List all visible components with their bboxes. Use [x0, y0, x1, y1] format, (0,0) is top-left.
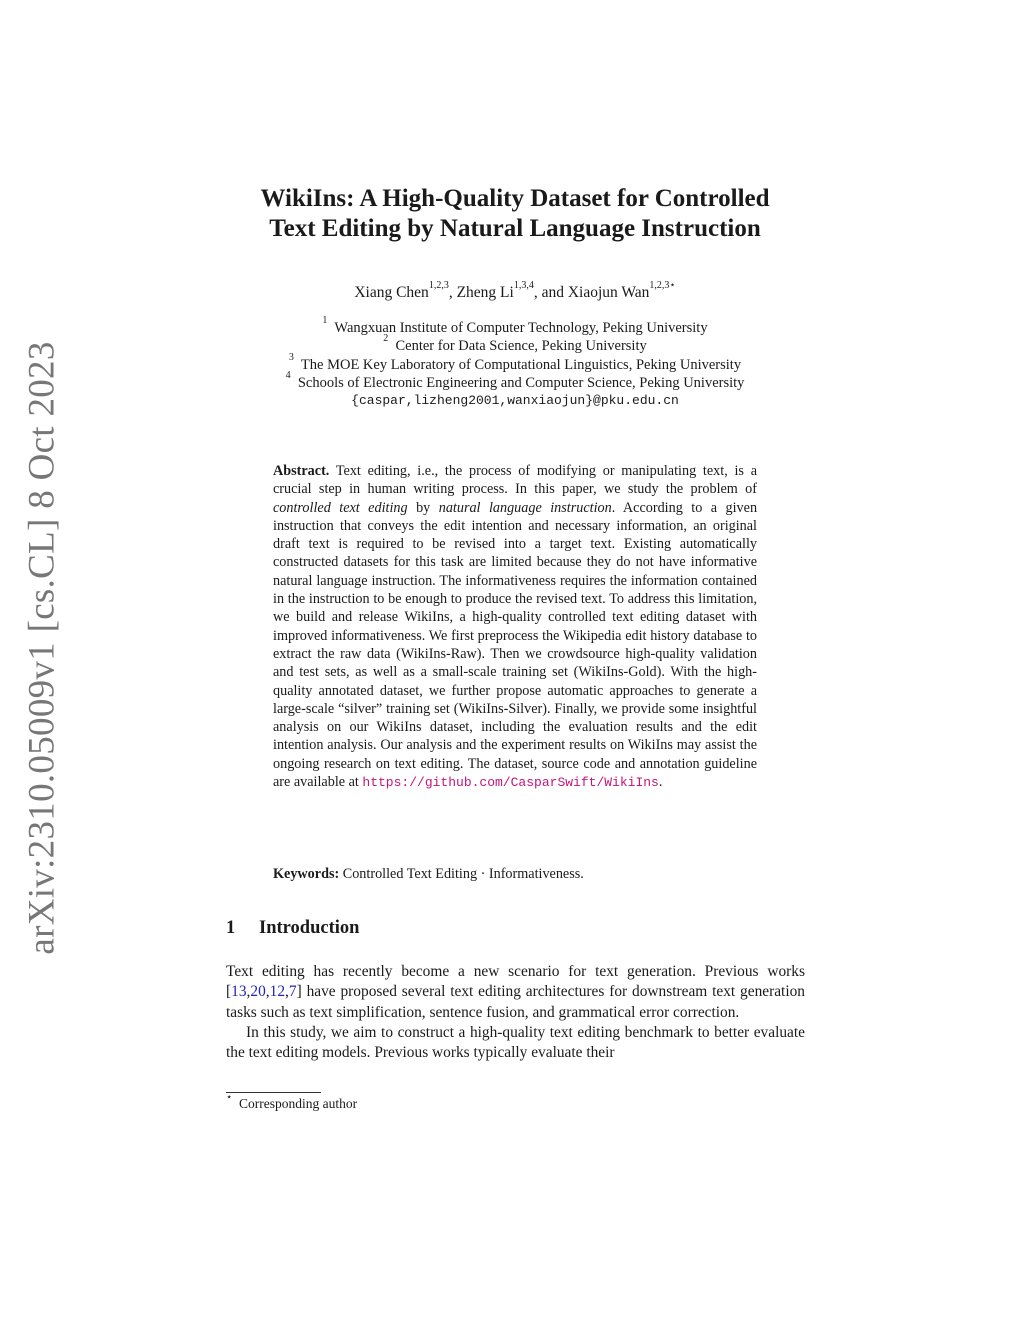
arxiv-identifier: arXiv:2310.05009v1 [cs.CL] 8 Oct 2023	[21, 341, 63, 955]
author-emails: {caspar,lizheng2001,wanxiaojun}@pku.edu.cn	[351, 393, 679, 409]
dataset-url-link[interactable]: https://github.com/CasparSwift/WikiIns	[362, 775, 659, 791]
paper-title	[200, 184, 830, 244]
abstract-label: Abstract.	[273, 463, 330, 479]
intro-paragraph: In this study, we aim to construct a high-quality text editing benchmark to better evaluate the text editing models. Previous works typically evaluate their	[226, 1023, 805, 1062]
title-line-1: WikiIns: A High-Quality Dataset for Controlled	[260, 185, 770, 212]
footnote-mark: ⋆	[226, 1092, 233, 1103]
citation-link[interactable]: 7	[288, 983, 297, 1001]
affiliations	[200, 315, 830, 410]
abstract: Abstract. Text editing, i.e., the process of modifying or manipulating text, is a crucial step in human writing process. In this paper, we study the problem of controlled text editing by natural language instruction. According to a given instruction that conveys the edit intention and necessary information, an original draft text is required to be revised into a target text. Existing automatically constructed datasets for this task are limited because they do not have informative natural language instruction. The informativeness requires the information contained in the instruction to be enough to produce the revised text. To address this limitation, we build and release WikiIns, a high-quality controlled text editing dataset with improved informativeness. We first preprocess the Wikipedia edit history database to extract the raw data (WikiIns-Raw). Then we crowdsource high-quality validation and test sets, as well as a small-scale training set (WikiIns-Gold). With the high-quality annotated dataset, we further propose automatic approaches to generate a large-scale “silver” training set (WikiIns-Silver). Finally, we provide some insightful analysis on our WikiIns dataset, including the evaluation results and the edit intention analysis. Our analysis and the experiment results on WikiIns may assist the ongoing research on text editing. The dataset, source code and annotation guideline are available at https://github.com/CasparSwift/WikiIns.	[273, 463, 758, 791]
citation-link[interactable]: 12	[269, 983, 286, 1001]
affiliation-item: $^3$ The MOE Key Laboratory of Computational Linguistics, Peking University	[288, 351, 742, 373]
author-name: Xiang Chen	[354, 284, 429, 301]
section-heading	[226, 918, 359, 939]
footnote-divider	[226, 1092, 321, 1093]
footnote: ⋆ Corresponding author	[226, 1092, 358, 1111]
author-name: Xiaojun Wan	[567, 284, 650, 301]
intro-paragraph: Text editing has recently become a new scenario for text generation. Previous works [13,20,12,7] have proposed several text editing architectures for downstream text generation tasks such as text simplification, sentence fusion, and grammatical error correction.	[226, 963, 805, 1021]
author-affil-marker: 1,3,4	[513, 280, 534, 291]
section-number: 1	[226, 918, 236, 938]
title-line-2: Text Editing by Natural Language Instruction	[269, 215, 761, 242]
author-affil-marker: 1,2,3	[428, 280, 449, 291]
affiliation-item: $^4$ Schools of Electronic Engineering and Computer Science, Peking University	[285, 369, 745, 391]
keywords-label: Keywords:	[273, 866, 340, 882]
section-title-text: Introduction	[259, 918, 360, 938]
citation-link[interactable]: 20	[250, 983, 266, 1001]
citation-link[interactable]: 13	[231, 983, 247, 1001]
introduction-body	[226, 962, 805, 1063]
affiliation-item: $^1$ Wangxuan Institute of Computer Technology, Peking University	[322, 315, 708, 336]
keywords: Keywords: Controlled Text Editing · Informativeness.	[273, 866, 584, 882]
author-affil-marker: 1,2,3⋆	[649, 280, 676, 291]
author-name: Zheng Li	[456, 284, 514, 301]
affiliation-item: $^2$ Center for Data Science, Peking University	[383, 333, 647, 355]
author-list: Xiang Chen$^{1,2,3}$, Zheng Li$^{1,3,4}$, and Xiaojun Wan$^{1,2,3⋆}$	[354, 280, 676, 301]
